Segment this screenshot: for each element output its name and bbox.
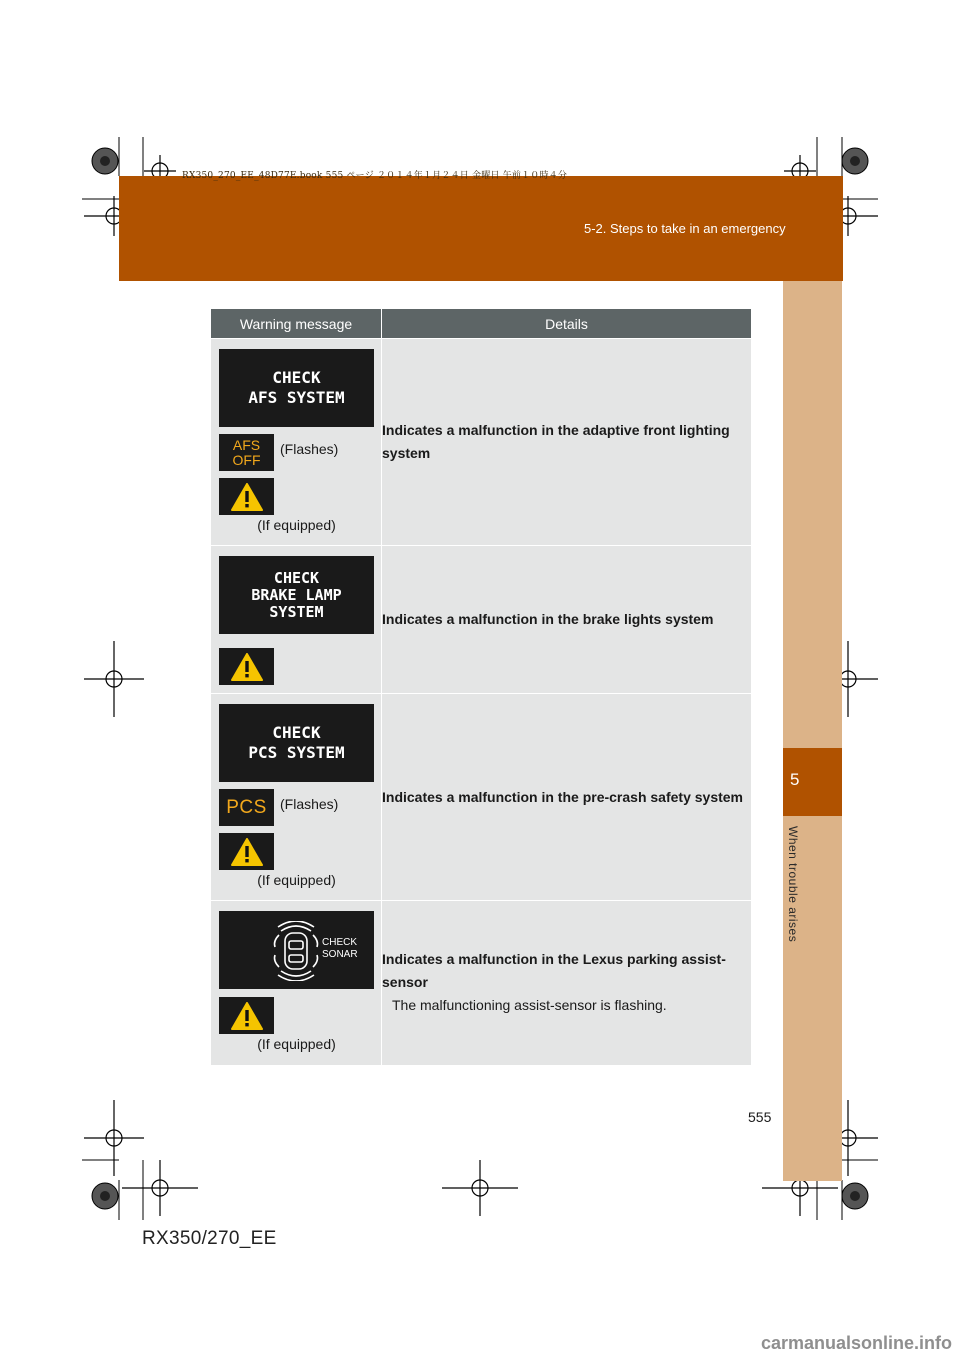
detail-text: Indicates a malfunction in the Lexus parking assist-sensor — [382, 951, 726, 991]
header-warning-message: Warning message — [211, 309, 382, 339]
flashes-note: (Flashes) — [280, 440, 339, 457]
pcs-indicator-icon: PCS — [219, 789, 274, 826]
section-title: 5-2. Steps to take in an emergency — [584, 221, 786, 236]
lcd-display — [219, 556, 374, 634]
detail-text: Indicates a malfunction in the pre-crash safety system — [382, 788, 744, 805]
master-warning-icon — [219, 478, 274, 515]
chapter-label: When trouble arises — [786, 826, 800, 943]
flashes-note: (Flashes) — [280, 795, 339, 812]
warning-message-cell — [211, 546, 382, 694]
details-cell — [382, 339, 752, 546]
warning-message-cell — [211, 694, 382, 901]
lcd-line: CHECK — [322, 937, 358, 948]
lcd-line: SYSTEM — [269, 602, 324, 621]
lcd-line: AFS SYSTEM — [248, 388, 345, 407]
page-number: 555 — [748, 1109, 772, 1125]
lcd-line: CHECK — [273, 568, 320, 587]
lcd-display — [219, 349, 374, 427]
lcd-line: CHECK — [272, 723, 321, 742]
if-equipped-note: (If equipped) — [257, 1036, 336, 1052]
details-cell — [382, 546, 752, 694]
lcd-line: BRAKE LAMP — [251, 585, 342, 604]
lcd-display — [219, 704, 374, 782]
detail-text: Indicates a malfunction in the adaptive front lighting system — [382, 422, 730, 461]
table-row — [211, 339, 751, 546]
master-warning-icon — [219, 833, 274, 870]
master-warning-icon — [219, 648, 274, 685]
header-details: Details — [382, 309, 752, 339]
detail-subtext: The malfunctioning assist-sensor is flashing. — [392, 997, 667, 1014]
print-info-line: RX350_270_EE_48D77E.book 555 ページ ２０１４年１月２４日 金曜日 午前１０時４分 — [182, 171, 568, 181]
parking-sensor-car-icon — [267, 921, 327, 981]
afs-off-indicator-icon — [219, 434, 274, 471]
table-row — [211, 546, 751, 694]
if-equipped-note: (If equipped) — [257, 872, 336, 888]
lamp-line: AFS — [232, 436, 261, 453]
lcd-line: CHECK — [272, 368, 321, 387]
details-cell — [382, 694, 752, 901]
chapter-number: 5 — [790, 770, 800, 789]
details-cell — [382, 901, 752, 1065]
sonar-lcd-display — [219, 911, 374, 989]
lcd-line: SONAR — [322, 949, 358, 960]
warning-message-cell — [211, 901, 382, 1065]
lamp-line: OFF — [232, 451, 261, 468]
watermark: carmanualsonline.info — [760, 1333, 952, 1353]
detail-text: Indicates a malfunction in the brake lights system — [382, 611, 714, 627]
lcd-line: PCS SYSTEM — [248, 743, 345, 762]
table-row — [211, 694, 751, 901]
warning-message-table — [211, 309, 751, 1065]
side-strip — [783, 281, 842, 1181]
master-warning-icon — [219, 997, 274, 1034]
model-footer: RX350/270_EE — [142, 1228, 277, 1249]
table-row — [211, 901, 751, 1065]
sonar-message — [322, 937, 358, 961]
warning-message-cell — [211, 339, 382, 546]
table-header-row — [211, 309, 751, 339]
if-equipped-note: (If equipped) — [257, 517, 336, 533]
